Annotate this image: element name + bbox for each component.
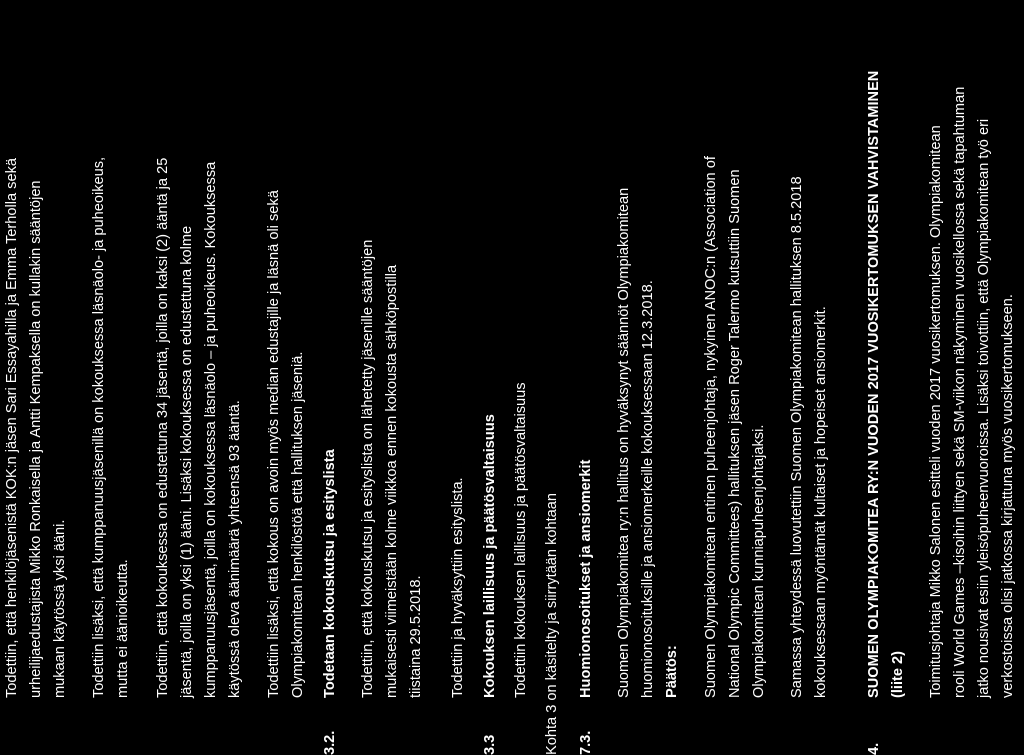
paragraph-line: mutta ei äänioikeutta. <box>115 559 131 698</box>
section-heading: Kokouksen laillisuus ja päätösvaltaisuus <box>482 414 498 698</box>
section-heading: Huomionosoitukset ja ansiomerkit <box>578 459 594 698</box>
paragraph-line: Olympiakomitean kunniapuheenjohtajaksi. <box>751 424 767 698</box>
paragraph-line: Todettiin kokouksen laillisuus ja päätösvaltaisuus <box>513 382 529 698</box>
paragraph-line: kokouksessaan myöntämät kultaiset ja hopeiset ansiomerkit. <box>813 306 829 698</box>
paragraph-line: huomionosoituksille ja ansiomerkeille kokouksessaan 12.3.2018. <box>640 280 656 698</box>
paragraph-line: Suomen Olympiakomitea ry:n hallitus on hyväksynyt säännöt Olympiakomitean <box>616 187 632 698</box>
paragraph-line: käytössä oleva äänimäärä yhteensä 93 ääntä. <box>227 400 243 698</box>
paragraph-line: Suomen Olympiakomitean entinen puheenjohtaja, nykyinen ANOC:n (Association of <box>703 156 719 698</box>
section-number: 7.3. <box>578 730 594 755</box>
section-heading: Todetaan kokouskutsu ja esityslista <box>322 449 338 698</box>
paragraph-line: kumppanuusjäsentä, joilla on kokouksessa läsnäolo – ja puheoikeus. Kokouksessa <box>203 161 219 698</box>
decision-label: Päätös: <box>664 645 680 698</box>
paragraph-line: Todettiin, että kokouksessa on edustettuna 34 jäsentä, joilla on kaksi (2) ääntä ja 25 <box>155 157 171 698</box>
paragraph-line: jatko nousivat esiin yleisöpuheenvuoroissa. Lisäksi toivottiin, että Olympiakomitean työ eri <box>976 118 992 698</box>
paragraph-line: mukaan käytössä yksi ääni. <box>52 519 68 698</box>
paragraph-line: Toimitusjohtaja Mikko Salonen esitteli vuoden 2017 vuosikertomuksen. Olympiakomitean <box>928 125 944 698</box>
section-number: 4. <box>866 742 882 755</box>
section-heading: (liite 2) <box>890 650 906 698</box>
section-number: 3.3 <box>482 734 498 755</box>
section-heading: SUOMEN OLYMPIAKOMITEA RY:N VUODEN 2017 VUOSIKERTOMUKSEN VAHVISTAMINEN <box>866 70 882 698</box>
paragraph-line: jäsentä, joilla on yksi (1) ääni. Lisäksi kokouksessa on edustettuna kolme <box>179 225 195 698</box>
section-number: 3.2. <box>322 730 338 755</box>
paragraph-line: Samassa yhteydessä luovutettiin Suomen Olympiakomitean hallituksen 8.5.2018 <box>789 176 805 698</box>
paragraph-line: rooli World Games –kisoihin liittyen sekä SM-viikon näkyminen vuosikellossa sekä tapahtuman <box>952 86 968 698</box>
paragraph-line: Olympiakomitean henkilöstöä että hallituksen jäseniä. <box>290 351 306 698</box>
paragraph-line: Kohta 3 on käsitelty ja siirrytään kohtaan <box>544 492 560 755</box>
paragraph-line: verkostoissa olisi jatkossa kirjattuna myös vuosikertomukseen. <box>1000 294 1016 698</box>
paragraph-line: Todettiin lisäksi, että kokous on avoin myös median edustajille ja läsnä oli sekä <box>266 190 282 698</box>
paragraph-line: Todettiin ja hyväksyttiin esityslista. <box>450 477 466 698</box>
paragraph-line: Todettiin lisäksi, että kumppanuusjäsenillä on kokouksessa läsnäolo- ja puheoikeus, <box>91 156 107 698</box>
paragraph-line: tiistaina 29.5.2018. <box>408 575 424 698</box>
paragraph-line: National Olympic Committees) hallituksen jäsen Roger Talermo kutsuttiin Suomen <box>727 169 743 698</box>
paragraph-line: urheilijaedustajista Mikko Ronkaisella ja Antti Kempaksella on kullakin sääntöjen <box>28 180 44 698</box>
paragraph-line: Todettiin, että henkilöjäsenistä KOK:n jäsen Sari Essayahilla ja Emma Terholla sekä <box>4 158 20 698</box>
paragraph-line: Todettiin, että kokouskutsu ja esityslista on lähetetty jäsenille sääntöjen <box>360 239 376 698</box>
paragraph-line: mukaisesti viimeistään kolme viikkoa ennen kokousta sähköpostilla <box>384 264 400 698</box>
